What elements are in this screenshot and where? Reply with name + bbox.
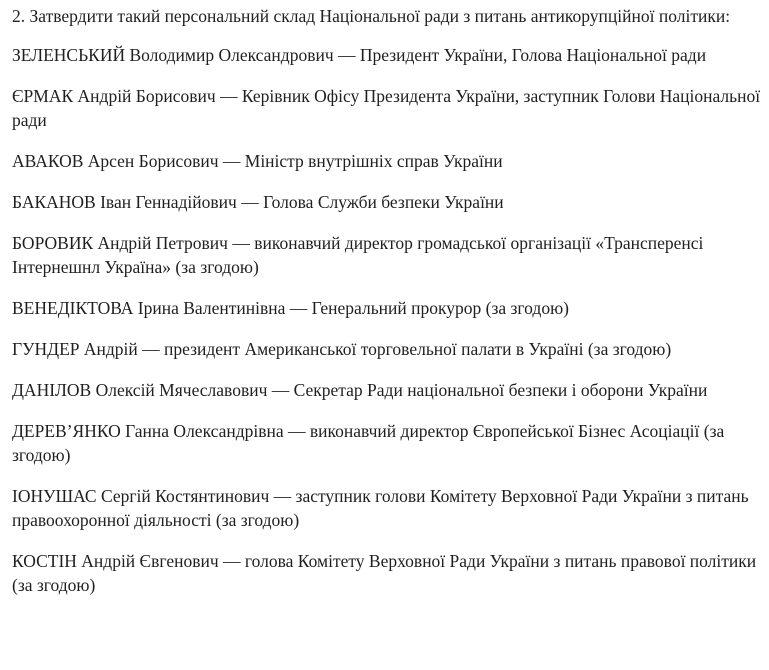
member-entry: ЗЕЛЕНСЬКИЙ Володимир Олександрович — Президент України, Голова Національної ради [12, 45, 707, 65]
member-entry: АВАКОВ Арсен Борисович — Міністр внутрішніх справ України [12, 151, 503, 171]
member-entry: ДЕРЕВ’ЯНКО Ганна Олександрівна — виконавчий директор Європейської Бізнес Асоціації (за згодою) [12, 421, 725, 465]
member-entry: ДАНІЛОВ Олексій Мячеславович — Секретар Ради національної безпеки і оборони України [12, 380, 708, 400]
intro-paragraph: 2. Затвердити такий персональний склад Національної ради з питань антикорупційної політики: [12, 6, 731, 26]
member-entry: ГУНДЕР Андрій — президент Американської торговельної палати в Україні (за згодою) [12, 339, 672, 359]
member-entry: КОСТІН Андрій Євгенович — голова Комітету Верховної Ради України з питань правової політики (за згодою) [12, 551, 757, 595]
member-entry: ЄРМАК Андрій Борисович — Керівник Офісу Президента України, заступник Голови Національної ради [12, 86, 761, 130]
member-entry: ВЕНЕДІКТОВА Ірина Валентинівна — Генеральний прокурор (за згодою) [12, 298, 569, 318]
members-list [12, 43, 761, 597]
member-entry: БАКАНОВ Іван Геннадійович — Голова Служби безпеки України [12, 192, 504, 212]
member-entry: ІОНУШАС Сергій Костянтинович — заступник голови Комітету Верховної Ради України з питань правоохоронної діяльності (за згодою) [12, 486, 749, 530]
member-entry: БОРОВИК Андрій Петрович — виконавчий директор громадської організації «Трансперенсі Інтернешнл Україна» (за згодою) [12, 233, 704, 277]
